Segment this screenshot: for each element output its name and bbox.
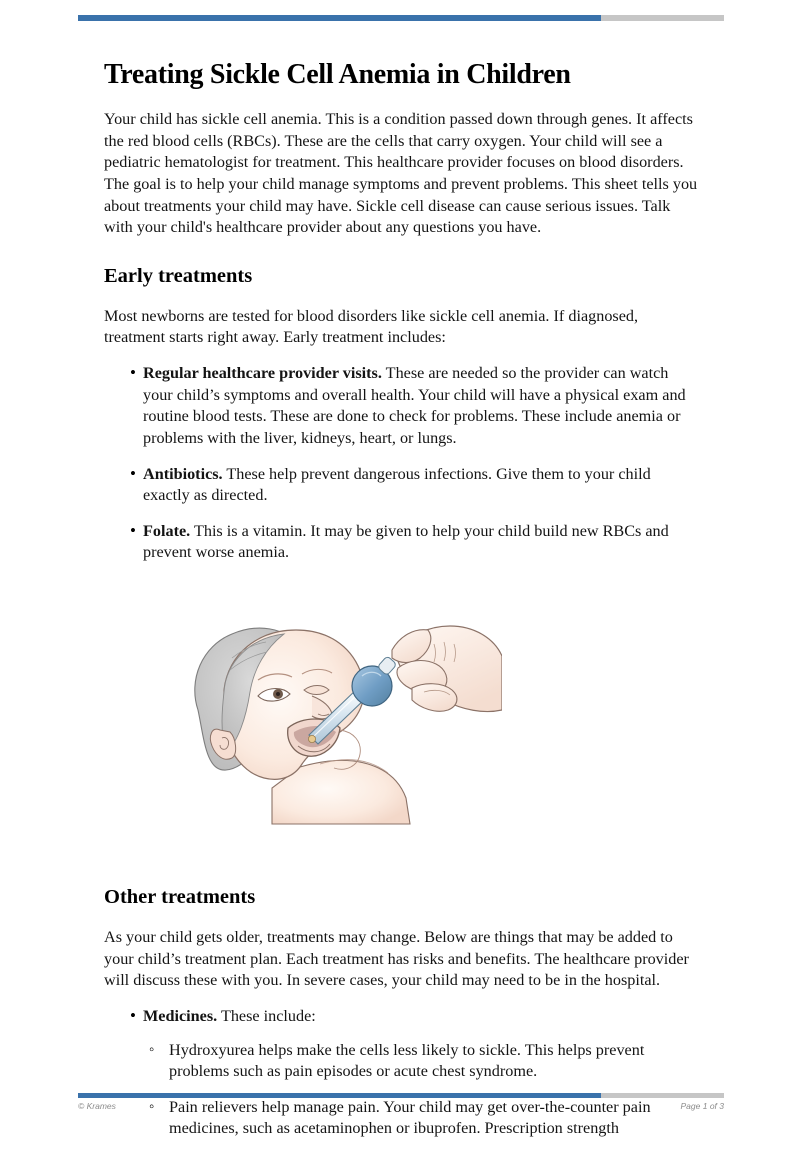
footer-rule: [78, 1093, 724, 1098]
list-item: [104, 1006, 698, 1140]
list-item-text: These include:: [217, 1006, 316, 1025]
list-item: [104, 464, 698, 507]
early-treatments-list: [104, 349, 698, 564]
baby-pupil: [276, 692, 280, 696]
list-item-lead: Regular healthcare provider visits.: [143, 364, 382, 383]
illustration-baby-receiving-dropper-medicine: [104, 578, 698, 848]
sub-list-item: ◦ Hydroxyurea helps make the cells less likely to sickle. This helps prevent problems such as pain episodes or acute chest syndrome.: [143, 1040, 698, 1083]
page-footer: [78, 1101, 724, 1111]
list-item-text: This is a vitamin. It may be given to help your child build new RBCs and prevent worse anemia.: [143, 521, 669, 562]
sub-list-item: ◦ Pain relievers help manage pain. Your child may get over-the-counter pain medicines, such as acetaminophen or ibuprofen. Prescription strength: [143, 1097, 698, 1140]
list-item: [104, 521, 698, 564]
footer-rule-blue-segment: [78, 1093, 601, 1098]
footer-copyright: © Krames: [78, 1101, 116, 1111]
section-heading-other-treatments: Other treatments: [104, 886, 256, 909]
illustration-svg: [162, 592, 502, 832]
document-body: [104, 0, 698, 1154]
list-item-lead: Medicines.: [143, 1006, 218, 1025]
footer-page-number: Page 1 of 3: [680, 1101, 724, 1111]
list-item-lead: Folate.: [143, 521, 191, 540]
list-item-text: These help prevent dangerous infections. Give them to your child exactly as directed.: [143, 464, 651, 505]
other-treatments-list: [104, 992, 698, 1140]
medicines-sublist: [143, 1028, 698, 1141]
list-item-lead: Antibiotics.: [143, 464, 223, 483]
medicine-drop: [308, 735, 315, 742]
early-treatments-intro: Most newborns are tested for blood disorders like sickle cell anemia. If diagnosed, treatment starts right away. Early treatment includes:: [104, 306, 639, 347]
other-treatments-intro: As your child gets older, treatments may change. Below are things that may be added to your child’s treatment plan. Each treatment has risks and benefits. The healthcare provider will discuss these with you. In severe cases, your child may need to be in the hospital.: [104, 928, 689, 990]
footer-rule-gray-segment: [601, 1093, 724, 1098]
intro-paragraph: Your child has sickle cell anemia. This is a condition passed down through genes. It affects the red blood cells (RBCs). These are the cells that carry oxygen. Your child will see a pediatric hematologist for treatment. This healthcare provider focuses on blood disorders. The goal is to help your child manage symptoms and prevent problems. This sheet tells you about treatments your child may have. Sickle cell disease can cause serious issues. Talk with your child's healthcare provider about any questions you have.: [104, 110, 698, 237]
section-heading-early-treatments: Early treatments: [104, 264, 253, 287]
list-item: [104, 363, 698, 450]
page-title: Treating Sickle Cell Anemia in Children: [104, 59, 571, 90]
list-item-text: These are needed so the provider can watch your child’s symptoms and overall health. Your child will have a physical exam and routine blood tests. These are done to check for problems. These include anemia or problems with the liver, kidneys, heart, or lungs.: [143, 364, 686, 447]
